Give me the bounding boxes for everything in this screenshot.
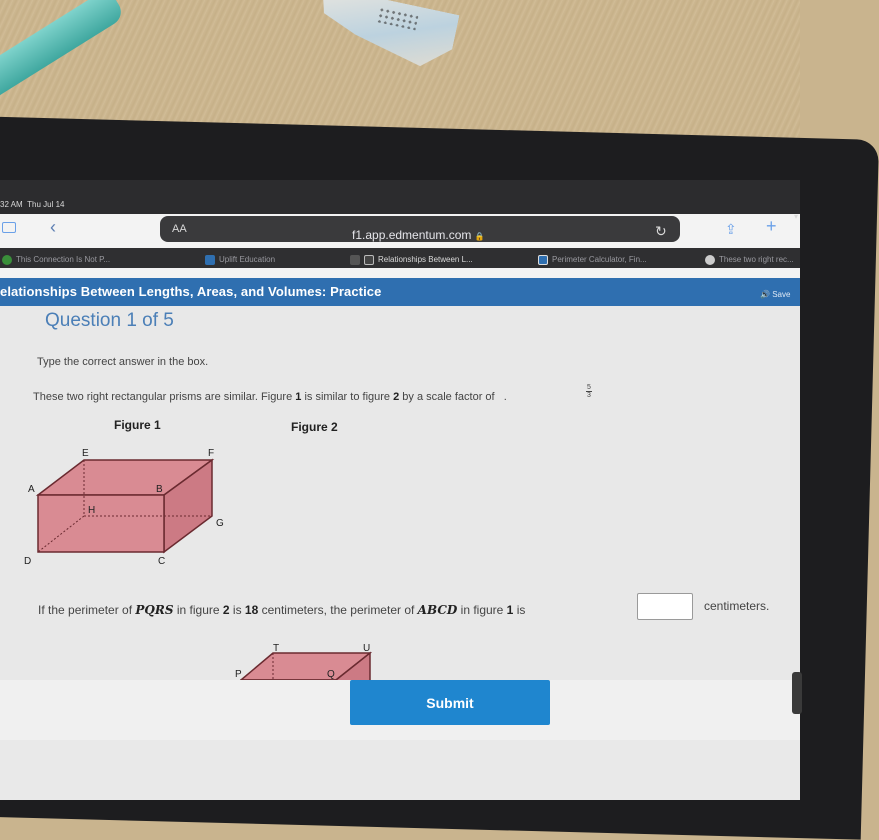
tab-perimeter-calculator[interactable]: Perimeter Calculator, Fin... <box>538 255 678 271</box>
label-d: D <box>24 556 32 567</box>
label-c: C <box>158 556 166 567</box>
question-text: If the perimeter of PQRS in figure 2 is 18 centimeters, the perimeter of ABCD in figure 1 is <box>38 603 526 617</box>
prism-figure-1 <box>38 460 212 552</box>
url-text[interactable]: f1.app.edmentum.com 🔒 <box>352 228 485 242</box>
label-a: A <box>28 484 35 495</box>
save-button[interactable]: 🔊 Save <box>760 290 791 299</box>
tab-favicon-icon <box>350 255 360 265</box>
more-dots-icon[interactable] <box>418 206 434 210</box>
status-bar <box>0 180 800 214</box>
tab-favicon-icon <box>2 255 12 265</box>
label-u: U <box>363 643 371 654</box>
tablet-screen <box>0 180 800 800</box>
side-tab-handle[interactable] <box>792 672 802 714</box>
bottom-band <box>0 740 800 800</box>
tab-favicon-icon <box>205 255 215 265</box>
tab-favicon-icon <box>705 255 715 265</box>
tab-search[interactable]: These two right rec... <box>705 255 800 271</box>
label-p: P <box>235 669 242 680</box>
label-b: B <box>156 484 163 495</box>
figure2-title: Figure 2 <box>291 420 338 434</box>
tab-relationships[interactable]: Relationships Between L... <box>350 255 510 271</box>
new-tab-icon[interactable]: + <box>766 216 777 236</box>
label-t: T <box>273 643 280 654</box>
label-h: H <box>88 505 96 516</box>
label-e: E <box>82 448 89 459</box>
label-f: F <box>208 448 215 459</box>
wifi-icon: ▾ <box>793 212 798 221</box>
tab-uplift[interactable]: Uplift Education <box>205 255 345 271</box>
label-q: Q <box>327 669 335 680</box>
units-label: centimeters. <box>704 599 770 613</box>
scale-factor-fraction: 5 3 <box>587 384 591 399</box>
prompt-text: These two right rectangular prisms are similar. Figure 1 is similar to figure 2 by a scale factor of . <box>33 391 507 403</box>
back-icon[interactable]: ‹ <box>50 217 56 237</box>
wrapper-print <box>376 6 418 30</box>
reader-font-button[interactable]: AA <box>172 223 187 235</box>
sidebar-toggle-icon[interactable] <box>2 222 16 233</box>
tab-favicon-icon <box>364 255 374 265</box>
question-number: Question 1 of 5 <box>45 310 174 331</box>
status-time: 32 AM Thu Jul 14 <box>0 200 65 209</box>
share-icon[interactable]: ⇪ <box>725 221 737 237</box>
submit-button[interactable]: Submit <box>350 680 550 725</box>
tab-connection[interactable]: This Connection Is Not P... <box>2 255 152 271</box>
page-title: elationships Between Lengths, Areas, and Volumes: Practice <box>0 284 382 299</box>
tab-favicon-icon <box>538 255 548 265</box>
instruction-text: Type the correct answer in the box. <box>37 356 209 368</box>
label-g: G <box>216 518 224 529</box>
reload-icon[interactable]: ↻ <box>655 223 667 239</box>
answer-input[interactable] <box>637 593 693 620</box>
figure1-title: Figure 1 <box>114 418 161 432</box>
